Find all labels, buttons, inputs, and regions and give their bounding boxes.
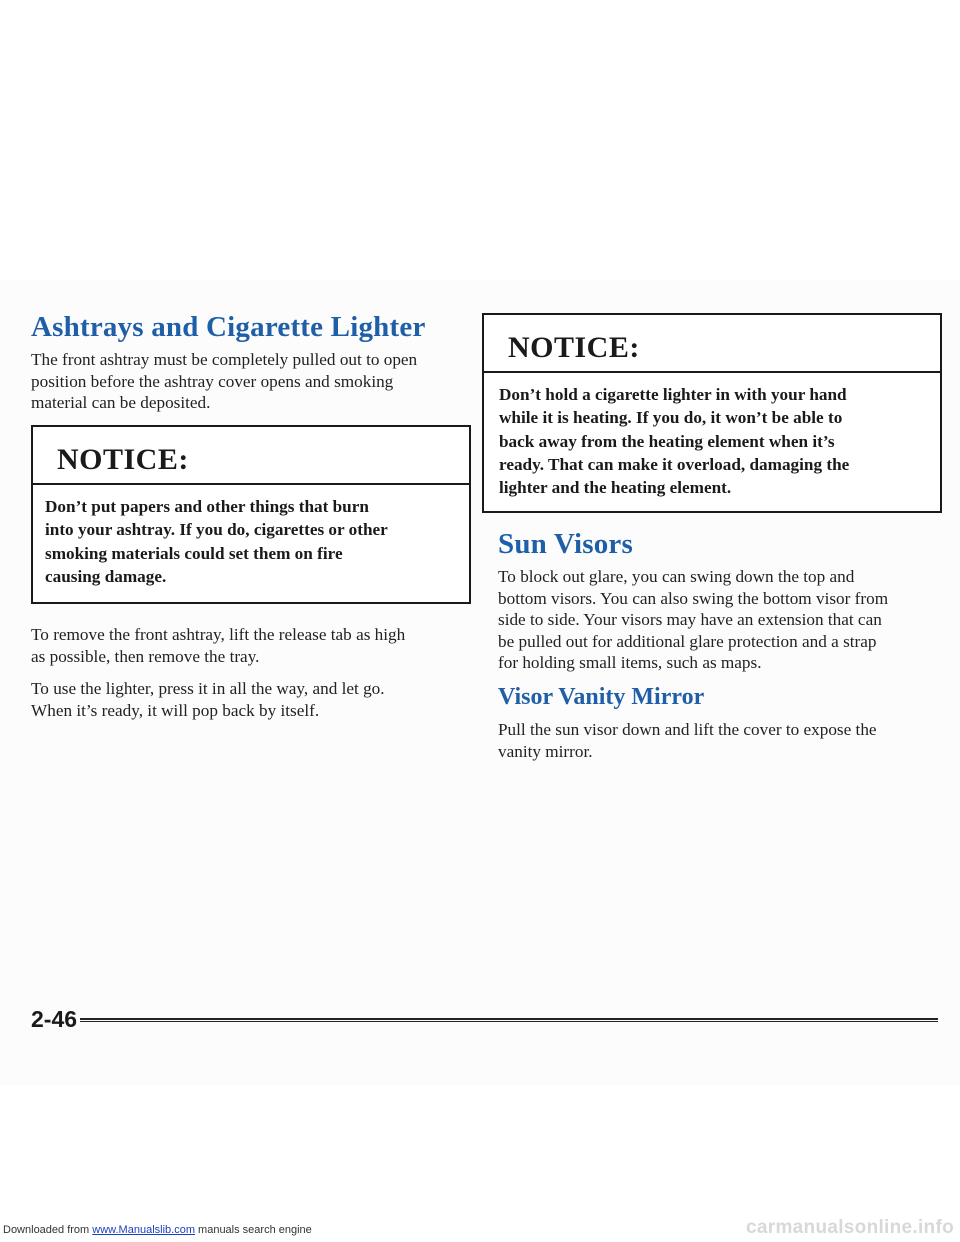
sun-visors-heading: Sun Visors [498, 528, 633, 560]
sun-visors-text: To block out glare, you can swing down the top and bottom visors. You can also swing the bottom visor from side to side. Your visors may have an extension that can be pulled out for additional glare protection and a strap for holding small items, such as maps. [498, 567, 889, 672]
remove-ashtray-text: To remove the front ashtray, lift the release tab as high as possible, then remove the tray. [31, 625, 406, 666]
site-watermark: carmanualsonline.info [746, 1217, 954, 1238]
lighter-use-text: To use the lighter, press it in all the way, and let go. When it’s ready, it will pop back by itself. [31, 679, 385, 720]
manualslib-link[interactable]: www.Manualslib.com [92, 1224, 195, 1236]
footer-rule [80, 1018, 938, 1022]
notice-body: Don’t put papers and other things that burn into your ashtray. If you do, cigarettes or other smoking materials could set them on fire causing damage. [45, 497, 388, 586]
page-number: 2-46 [31, 1006, 78, 1032]
notice-title: NOTICE: [33, 427, 469, 485]
ashtray-intro-text: The front ashtray must be completely pulled out to open position before the ashtray cover opens and smoking material can be deposited. [31, 350, 418, 412]
download-watermark: Downloaded from www.Manualslib.com manuals search engine [3, 1224, 312, 1236]
vanity-mirror-heading: Visor Vanity Mirror [498, 684, 705, 710]
manual-page [0, 280, 960, 1085]
vanity-mirror-text: Pull the sun visor down and lift the cover to expose the vanity mirror. [498, 720, 877, 761]
notice-body: Don’t hold a cigarette lighter in with your hand while it is heating. If you do, it won’t be able to back away from the heating element when it’s ready. That can make it overload, damaging the lighter and the heating element. [499, 385, 850, 498]
lighter-notice-box [482, 313, 942, 513]
ashtrays-heading: Ashtrays and Cigarette Lighter [31, 311, 426, 343]
notice-title: NOTICE: [484, 315, 940, 373]
ashtray-notice-box [31, 425, 471, 604]
